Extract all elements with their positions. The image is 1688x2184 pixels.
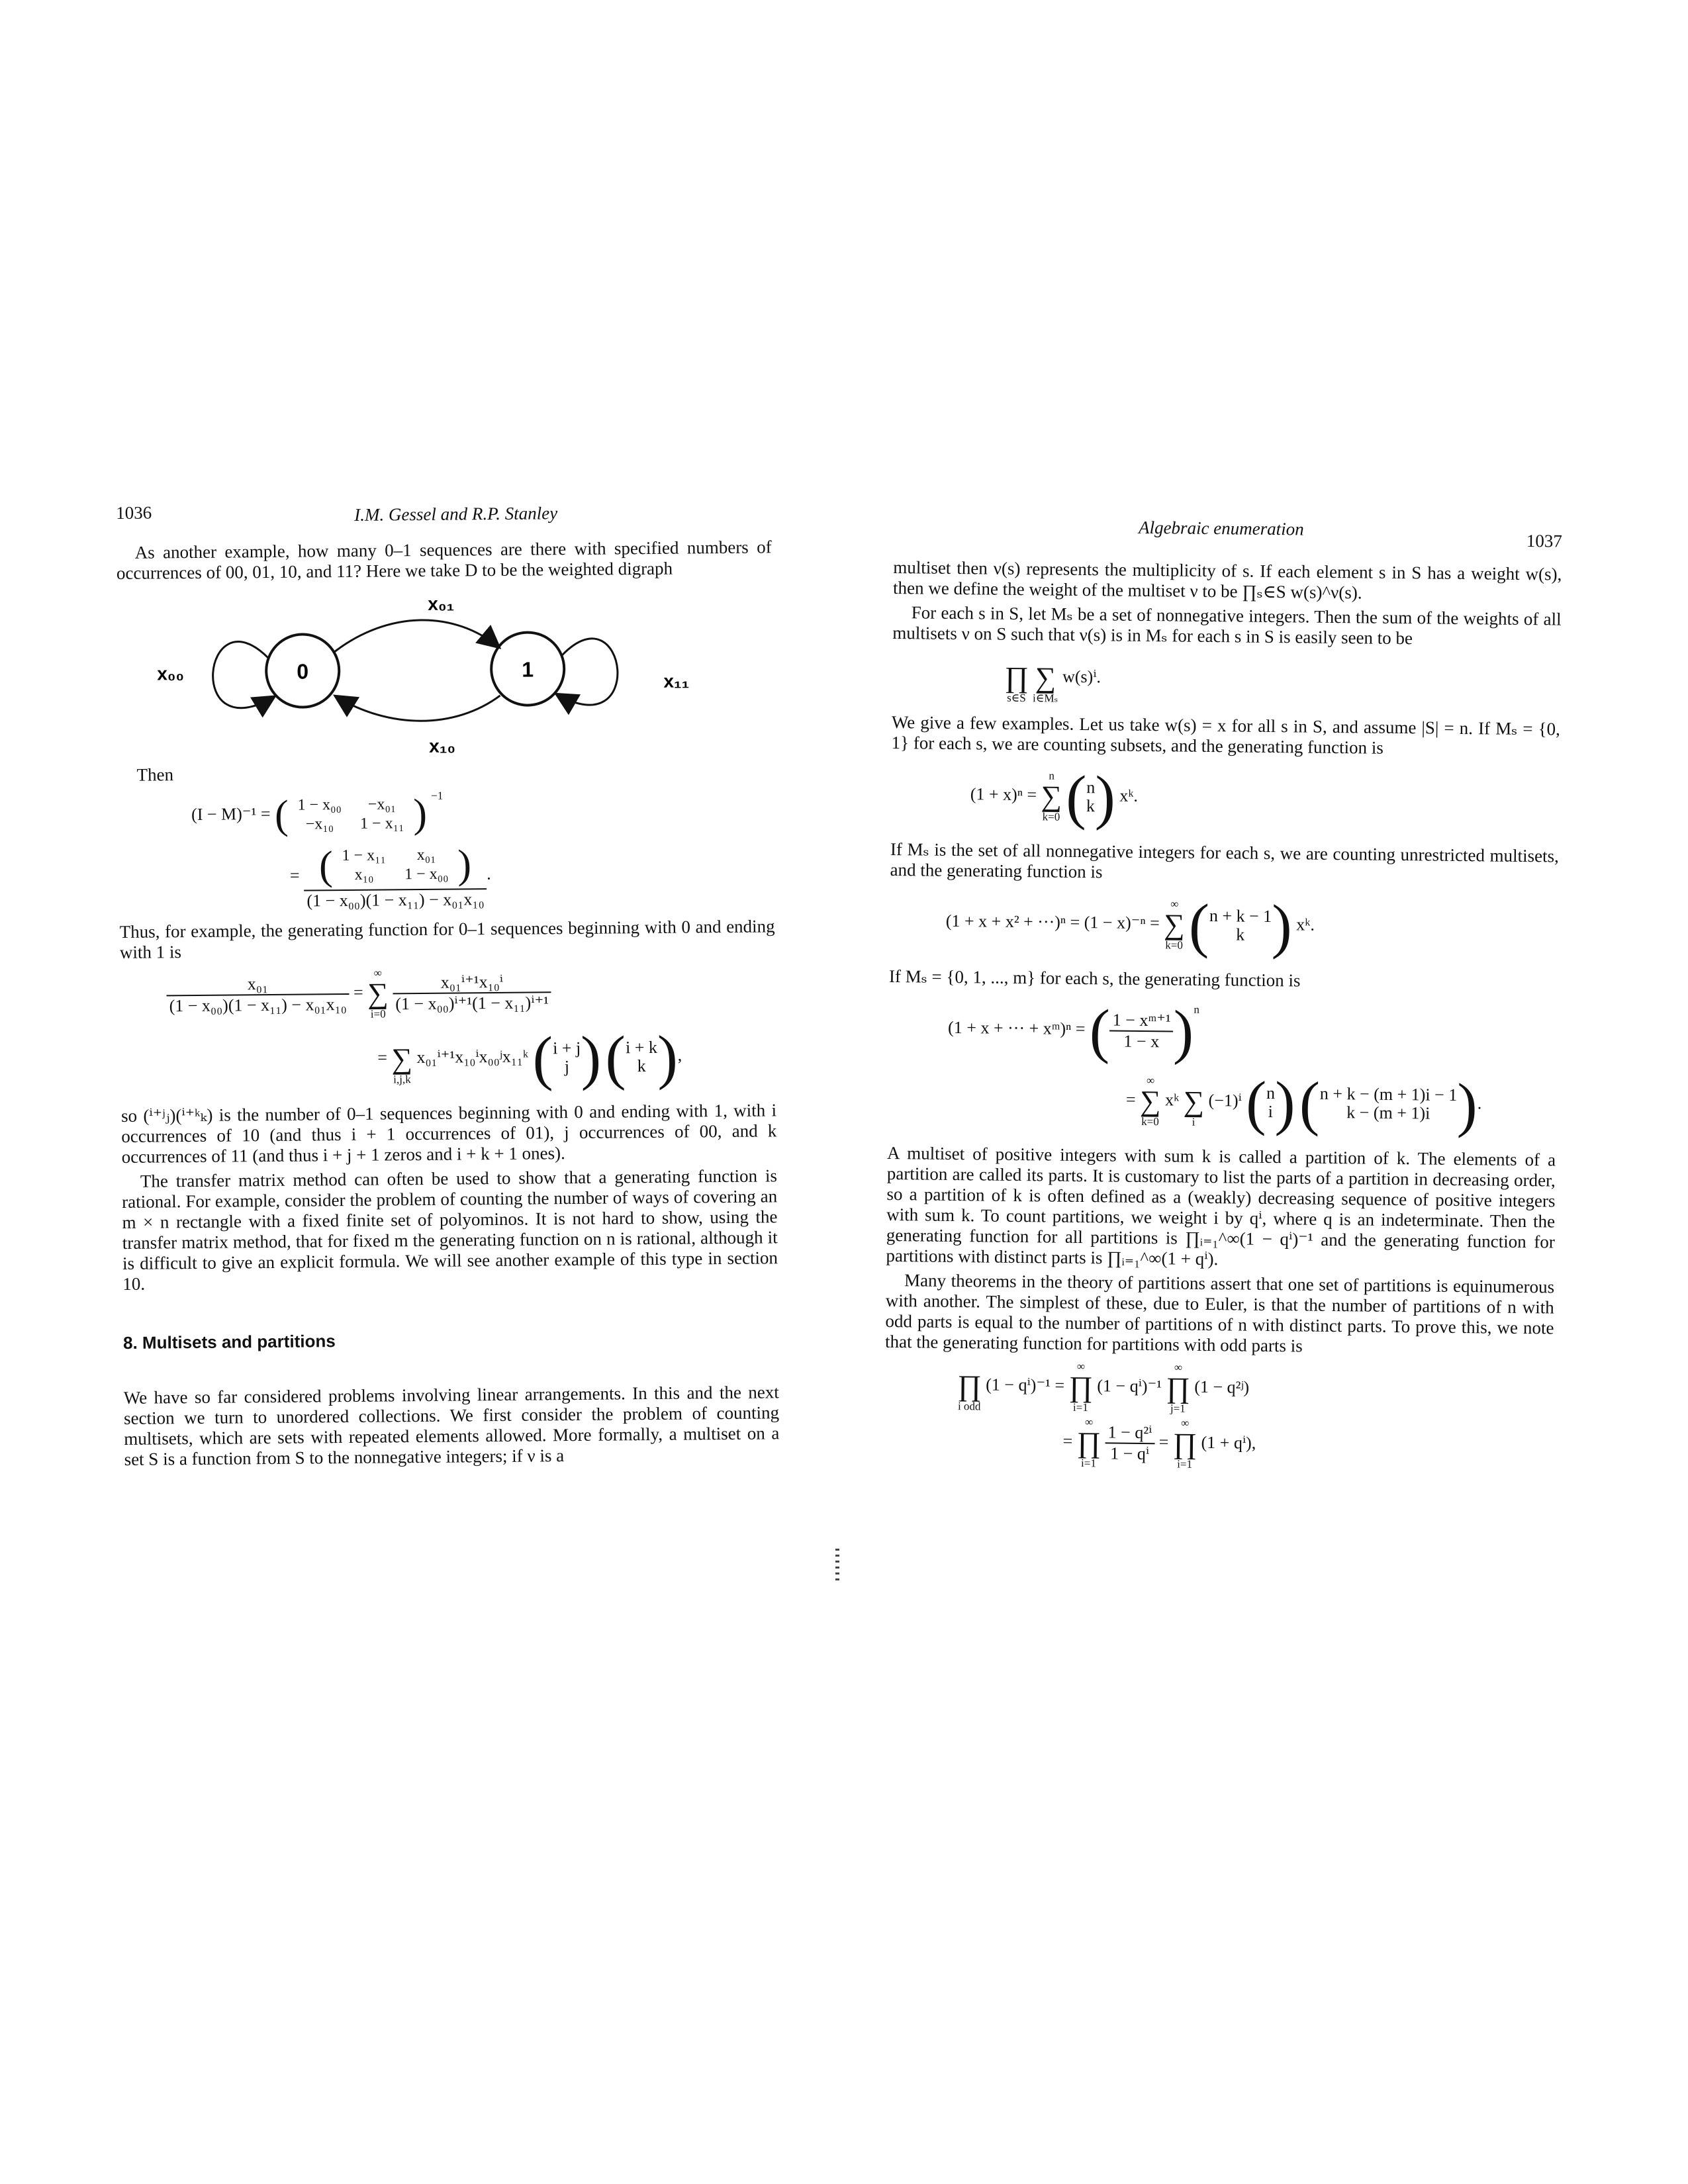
section-heading: 8. Multisets and partitions [122,1330,336,1353]
equation-euler: ∏ i odd (1 − qⁱ)⁻¹ = ∞ ∏ i=1 (1 − qⁱ)⁻¹ ∞ ∏ j=1 (1 − q²ʲ) = ∞ ∏ i=1 $\frac{\text{1 − q²ⁱ}}{\text{1 − qⁱ}}$ = ∞ ∏ i=1 (1 + qⁱ), [957,1359,1256,1471]
prod-upper: ∞ [1181,1416,1190,1430]
fraction-denominator: (1 − x₀₀)(1 − x₁₁) − x₀₁x₁₀ [169,994,347,1015]
weighted-digraph [156,588,727,758]
prod-lower: i=1 [1177,1457,1193,1471]
binom-top: i + j [553,1038,581,1058]
fraction-denominator: 1 − x [1123,1031,1160,1052]
prod-upper: ∞ [1076,1359,1086,1373]
binom-bottom: k [637,1056,646,1075]
matrix-cell: 1 − x₀₀ [404,865,449,884]
binom-top: n [1086,778,1096,797]
paragraph: Thus, for example, the generating function for 0–1 sequences beginning with 0 and ending with 1 is [119,915,775,962]
node-1-label: 1 [522,657,534,682]
matrix-cell: 1 − x₁₁ [360,815,404,833]
running-head: Algebraic enumeration [1138,517,1304,539]
series-term: (−1)ⁱ [1208,1090,1242,1111]
eq-lhs: (1 + x)ⁿ = [970,784,1037,805]
running-head: I.M. Gessel and R.P. Stanley [354,503,558,525]
gutter-dots [835,1549,839,1582]
series-term: (1 − q²ʲ) [1194,1377,1250,1397]
label-x11: x₁₁ [663,670,690,692]
prod-lower: i odd [957,1400,981,1413]
exponent: n [1194,1003,1200,1016]
fraction-numerator: x₀₁ [166,973,349,995]
matrix-cell: 1 − x₁₁ [342,846,387,865]
paragraph: so (ⁱ⁺ʲⱼ)(ⁱ⁺ᵏₖ) is the number of 0–1 sequences beginning with 0 and ending with 1, with i occurrences of 10 (and thus i + 1 occurrences of 01), j occurrences of 00, and k occurrences of 11 (and thus i + j + 1 zeros and i + k + 1 ones). [120,1099,777,1167]
paragraph: A multiset of positive integers with sum k is called a partition of k. The elements of a partition are called its parts. It is customary to list the parts of a partition in decreasing order, so a partition of k is often defined as a (weakly) decreasing sequence of positive integers with sum k. To count partitions, we weight i by qⁱ, where q is an indeterminate. Then the generating function for all partitions is ∏ᵢ₌₁^∞(1 − qⁱ)⁻¹ and the generating function for partitions with distinct parts is ∏ᵢ₌₁^∞(1 + qⁱ). [886,1142,1556,1269]
eq-lhs: (I − M)⁻¹ = [191,803,271,825]
matrix-cell: x₀₁ [416,846,436,864]
sum-lower: i,j,k [393,1072,411,1085]
series-term: xᵏ [1164,1090,1180,1110]
sum-upper: ∞ [373,966,382,979]
equation-matrix-inverse: (I − M)⁻¹ = ( 1 − x₀₀ −x₀₁ −x₁₀ 1 − x₁₁ ) $^{-1}$ = ( 1 − x₁₁ x₀₁ x₁₀ 1 − x₀₀ ) (1 − x₀₀)(1 − x₁₁) − x₀₁x₁₀ . [191,789,491,911]
binom-bottom: k [1236,925,1245,944]
paragraph: We have so far considered problems involving linear arrangements. In this and the next section we turn to unordered collections. We first consider the problem of counting multisets, which are sets with repeated elements allowed. More formally, a multiset on a set S is a function from S to the nonnegative integers; if ν is a [123,1381,780,1469]
left-page-header [116,497,771,543]
series-term: xᵏ. [1296,915,1315,934]
edge-10 [335,694,500,721]
label-x00: x₀₀ [157,663,185,684]
prod-lower: j=1 [1170,1402,1186,1415]
page-number: 1036 [116,502,152,523]
series-term: xᵏ. [1119,786,1139,805]
series-term: w(s)ⁱ. [1062,666,1102,687]
equation-unrestricted: (1 + x + x² + ···)ⁿ = (1 − x)⁻ⁿ = ∞ ∑ k=0 ( n + k − 1 k ) xᵏ. [945,891,1315,960]
binom-top: n + k − 1 [1209,906,1272,927]
page-number: 1037 [1526,531,1563,551]
right-page [884,517,1563,1483]
paragraph: multiset then ν(s) represents the multiplicity of s. If each element s in S has a weight w(s), then we define the weight of the multiset ν to be ∏ₛ∈S w(s)^ν(s). [892,557,1562,603]
eq-lhs: (1 + x + ··· + xᵐ)ⁿ = [947,1017,1086,1039]
series-term: (1 − qⁱ)⁻¹ = [986,1375,1065,1395]
paragraph: If Mₛ is the set of all nonnegative integers for each s, we are counting unrestricted multisets, and the generating function is [890,839,1560,882]
sum-lower: i∈Mₛ [1032,692,1058,705]
label-x01: x₀₁ [428,593,455,614]
paragraph: Many theorems in the theory of partitions assert that one set of partitions is equinumerous with another. The simplest of these, due to Euler, is that the number of partitions of n with odd parts is equal to the number of partitions of n with distinct parts. To prove this, we note that the generating function for partitions with odd parts is [884,1270,1555,1356]
fraction-numerator: x₀₁ⁱ⁺¹x₁₀ⁱ [393,972,551,994]
matrix-cell: −x₁₀ [305,815,334,833]
series-term: (1 + qⁱ), [1201,1432,1256,1453]
fraction-denominator: (1 − x₀₀)ⁱ⁺¹(1 − x₁₁)ⁱ⁺¹ [395,992,549,1013]
sum-upper: ∞ [1170,897,1179,911]
prod-lower: i=1 [1072,1400,1088,1414]
prod-upper: ∞ [1085,1416,1094,1429]
equation-bounded: (1 + x + ··· + xᵐ)ⁿ = ( $\frac{\text{1 − xᵐ⁺¹}}{1 - x}$ )$^n$ = ∞ ∑ k=0 xᵏ ∑ i (−1)ⁱ ( n i ) ( n + k − (m + 1)i − 1 k − (m + 1)i ). [947,997,1482,1139]
edge-01 [334,619,500,652]
binom-bottom: k − (m + 1)i [1346,1103,1430,1123]
prod-lower: s∈S [1007,691,1026,705]
equation-subsets: (1 + x)ⁿ = n ∑ k=0 ( n k ) xᵏ. [970,762,1139,831]
prod-lower: i=1 [1081,1457,1097,1470]
sum-lower: i=0 [370,1007,386,1021]
series-term: x₀₁ⁱ⁺¹x₁₀ⁱx₀₀ʲx₁₁ᵏ [416,1046,529,1067]
label-x10: x₁₀ [429,735,456,756]
binom-bottom: i [1268,1101,1274,1122]
equation-multiset-sum: ∏ s∈S ∑ i∈Mₛ w(s)ⁱ. [1004,660,1102,705]
paragraph: Then [136,764,174,785]
matrix-cell: 1 − x₀₀ [297,796,342,814]
node-0-label: 0 [297,659,309,684]
matrix-cell: −x₀₁ [367,796,397,813]
binom-top: n + k − (m + 1)i − 1 [1319,1083,1458,1105]
sum-upper: n [1049,769,1055,782]
paragraph: The transfer matrix method can often be used to show that a generating function is rational. For example, consider the problem of counting the number of ways of covering an m × n rectangle with a fixed finite set of polyominos. It is not hard to show, using the transfer matrix method, that for fixed m the generating function on n is rational, although it is difficult to give an explicit formula. We will see another example of this type in section 10. [122,1165,778,1294]
left-page [116,497,780,1473]
sum-lower: k=0 [1165,938,1184,952]
binom-top: n [1266,1083,1276,1103]
sum-lower: k=0 [1141,1115,1159,1128]
fraction-numerator: 1 − q²ⁱ [1105,1422,1154,1444]
binom-bottom: j [564,1056,570,1076]
paragraph: If Mₛ = {0, 1, ..., m} for each s, the generating function is [888,966,1301,991]
digraph-svg [156,588,727,758]
sum-lower: k=0 [1042,810,1060,823]
sum-lower: i [1192,1115,1196,1128]
equation-generating-function: $\frac{\text{x₀₁}}{\text{(1 − x₀₀)(1 − x₁₁) − x₀₁x₁₀}}$ = ∞ ∑ i=0 $\frac{\text{x₀₁ⁱ⁺¹x₁₀ⁱ}}{\text{(1 − x₀₀)ⁱ⁺¹(1 − x₁₁)ⁱ⁺¹}}$ = ∑ i,j,k x₀₁ⁱ⁺¹x₁₀ⁱx₀₀ʲx₁₁ᵏ ( i + j j ) ( i + k k ), [166,964,776,1096]
sum-upper: ∞ [1147,1074,1155,1087]
fraction-denominator: (1 − x₀₀)(1 − x₁₁) − x₀₁x₁₀ [306,889,485,911]
prod-upper: ∞ [1174,1361,1183,1374]
eq-lhs: (1 + x + x² + ···)ⁿ = (1 − x)⁻ⁿ = [945,911,1160,933]
matrix-cell: x₁₀ [354,866,374,884]
fraction-denominator: 1 − qⁱ [1110,1443,1150,1464]
binom-top: i + k [625,1037,658,1057]
paragraph: We give a few examples. Let us take w(s) = x for all s in S, and assume |S| = n. If Mₛ = {0, 1} for each s, we are counting subsets, and the generating function is [891,711,1561,758]
series-term: (1 − qⁱ)⁻¹ [1097,1376,1162,1396]
fraction-numerator: 1 − xᵐ⁺¹ [1110,1010,1174,1032]
paragraph: As another example, how many 0–1 sequences are there with specified numbers of occurrences of 00, 01, 10, and 11? Here we take D to be the weighted digraph [116,537,772,583]
exponent: −1 [431,789,444,802]
paragraph: For each s in S, let Mₛ be a set of nonnegative integers. Then the sum of the weights of all multisets ν on S such that ν(s) is in Mₛ for each s in S is easily seen to be [892,602,1562,649]
binom-bottom: k [1086,796,1096,816]
